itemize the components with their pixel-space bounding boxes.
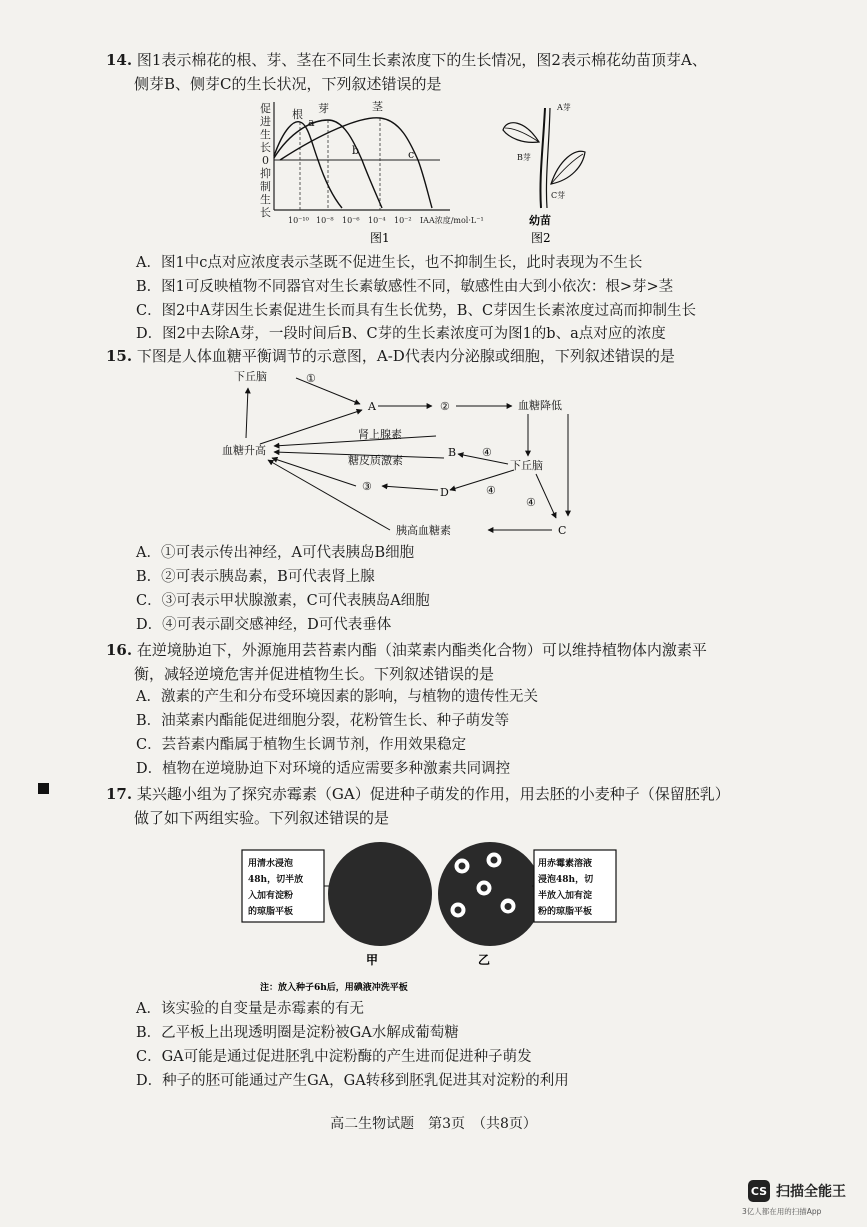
q17-box-left-line3: 入加有淀粉 [248,891,294,901]
q15-diagram [210,366,600,542]
plate-jia-label: 甲 [366,953,379,967]
q17-option-d[interactable]: D．种子的胚可能通过产生GA，GA转移到胚乳促进其对淀粉的利用 [136,1073,569,1089]
q17-box-right-line1: 用赤霉素溶液 [538,859,593,869]
q17-note: 注：放入种子6h后，用碘液冲洗平板 [260,983,408,993]
q15-option-a[interactable]: A．①可表示传出神经，A可代表胰岛B细胞 [136,545,415,561]
fig1-y-char-1: 进 [260,115,271,128]
q16-option-d[interactable]: D．植物在逆境胁迫下对环境的适应需要多种激素共同调控 [136,761,511,777]
q15-circle-2: ② [440,400,450,413]
q15-number: 15. [106,347,133,365]
q17-box-left-line2: 48h，切半放 [248,875,304,885]
q17-number: 17. [106,785,133,803]
q15-node-D: D [440,486,449,499]
q16-stem-text1: 在逆境胁迫下，外源施用芸苔素内酯（油菜素内酯类化合物）可以维持植物体内激素平 [136,641,707,659]
fig1-caption: 图1 [370,231,390,245]
q14-option-d[interactable]: D．图2中去除A芽，一段时间后B、C芽的生长素浓度可为图1的b、a点对应的浓度 [136,326,666,342]
plate-jia [328,842,432,946]
fig2-label-A: A芽 [557,103,571,112]
q17-box-left-line4: 的琼脂平板 [248,907,294,917]
q14-stem-line2: 侧芽B、侧芽C的生长状况，下列叙述错误的是 [134,75,442,93]
fig1-xtick-1: 10⁻⁸ [316,216,334,225]
q17-option-b[interactable]: B．乙平板上出现透明圈是淀粉被GA水解成葡萄糖 [136,1025,459,1041]
fig1-xtick-2: 10⁻⁶ [342,216,360,225]
fig1-label-root: 根 [292,108,303,121]
q14-option-c[interactable]: C．图2中A芽因生长素促进生长而具有生长优势，B、C芽因生长素浓度过高而抑制生长 [136,303,697,319]
fig2-label-C: C芽 [551,191,566,200]
plate-yi-label: 乙 [478,953,491,967]
q15-circle-1: ① [306,372,316,385]
fig2-label-B: B芽 [517,153,531,162]
q17-stem-line2: 做了如下两组实验。下列叙述错误的是 [134,809,390,827]
q15-node-B: B [448,446,457,459]
q15-node-A: A [368,400,376,413]
q15-circle-4c: ④ [526,496,536,509]
fig2-left-leaf [503,123,539,143]
fig1-point-a: a [308,116,315,129]
q15-blood-high: 血糖升高 [222,444,266,457]
fig1-y-char-0: 促 [260,102,271,115]
q17-stem-line1 [106,782,730,806]
q15-hypothalamus-right: 下丘脑 [510,459,543,472]
fig1-root-curve [274,122,342,208]
fig1-label-bud: 芽 [318,102,329,115]
q16-number: 16. [106,641,133,659]
q15-cortisol: 糖皮质激素 [348,454,403,467]
q16-option-a[interactable]: A．激素的产生和分布受环境因素的影响，与植物的遗传性无关 [136,689,538,705]
q17-box-right-line3: 半放入加有淀 [538,891,593,901]
q17-box-right-line2: 浸泡48h，切 [538,875,594,885]
fig1-xtick-0: 10⁻¹⁰ [288,216,309,225]
fig1-y-char-6: 制 [260,180,271,193]
fig1-y-char-4: 0 [262,154,269,167]
scanner-app-name: 扫描全能王 [776,1184,846,1200]
fig1-y-char-2: 生 [260,128,271,141]
fig1-label-stem: 茎 [372,100,383,113]
fig1-y-char-3: 长 [260,141,271,154]
fig1-xtick-3: 10⁻⁴ [368,216,386,225]
q16-option-b[interactable]: B．油菜素内酯能促进细胞分裂，花粉管生长、种子萌发等 [136,713,510,729]
q15-option-d[interactable]: D．④可表示副交感神经，D可代表垂体 [136,617,392,633]
q16-stem-line1 [106,638,707,662]
q15-glucagon: 胰高血糖素 [396,524,451,537]
q17-box-right-line4: 粉的琼脂平板 [538,907,593,917]
q17-figure [240,834,620,994]
q15-stem-text: 下图是人体血糖平衡调节的示意图，A-D代表内分泌腺或细胞，下列叙述错误的是 [136,347,675,365]
q14-stem-text1: 图1表示棉花的根、芽、茎在不同生长素浓度下的生长情况，图2表示棉花幼苗顶芽A、 [136,51,707,69]
q15-option-c[interactable]: C．③可表示甲状腺激素，C可代表胰岛A细胞 [136,593,430,609]
fig1-stem-curve [280,118,432,208]
q15-circle-4a: ④ [482,446,492,459]
cs-logo-icon: CS [748,1180,770,1202]
fig1-y-char-8: 长 [260,206,271,219]
q15-option-b[interactable]: B．②可表示胰岛素，B可代表肾上腺 [136,569,375,585]
q14-figure2 [495,98,595,246]
q16-option-c[interactable]: C．芸苔素内酯属于植物生长调节剂，作用效果稳定 [136,737,467,753]
q14-option-a[interactable]: A．图1中c点对应浓度表示茎既不促进生长，也不抑制生长，此时表现为不生长 [136,255,643,271]
q16-stem-line2: 衡，减轻逆境危害并促进植物生长。下列叙述错误的是 [134,665,495,683]
q15-adrenaline: 肾上腺素 [358,428,402,441]
q15-hypothalamus-top: 下丘脑 [234,370,267,383]
q15-node-C: C [558,524,567,537]
q14-option-b[interactable]: B．图1可反映植物不同器官对生长素敏感性不同，敏感性由大到小依次：根>芽>茎 [136,279,674,295]
q14-figure1 [250,98,500,246]
fig1-point-b: b [352,144,360,157]
q17-option-c[interactable]: C．GA可能是通过促进胚乳中淀粉酶的产生进而促进种子萌发 [136,1049,532,1065]
fig1-y-char-7: 生 [260,193,271,206]
q14-stem-line1 [106,48,707,72]
q17-stem-text1: 某兴趣小组为了探究赤霉素（GA）促进种子萌发的作用，用去胚的小麦种子（保留胚乳） [136,785,730,803]
scanner-tagline: 3亿人都在用的扫描App [742,1207,822,1216]
scanner-badge [748,1180,846,1202]
page-footer: 高二生物试题 第3页 （共8页） [330,1116,537,1132]
q15-blood-low: 血糖降低 [518,399,562,412]
q15-circle-3: ③ [362,480,372,493]
q15-stem [106,344,675,368]
fig1-xunit: IAA浓度/mol·L⁻¹ [420,216,484,225]
fig1-point-c: c [408,148,415,161]
fig2-plant-label: 幼苗 [529,214,551,227]
q17-box-left-line1: 用清水浸泡 [248,859,294,869]
fig1-xtick-4: 10⁻² [394,216,412,225]
fig2-caption: 图2 [531,231,551,245]
q17-option-a[interactable]: A．该实验的自变量是赤霉素的有无 [136,1001,364,1017]
fig1-y-char-5: 抑 [260,167,271,180]
margin-mark [38,783,49,794]
q14-number: 14. [106,51,133,69]
q15-circle-4b: ④ [486,484,496,497]
